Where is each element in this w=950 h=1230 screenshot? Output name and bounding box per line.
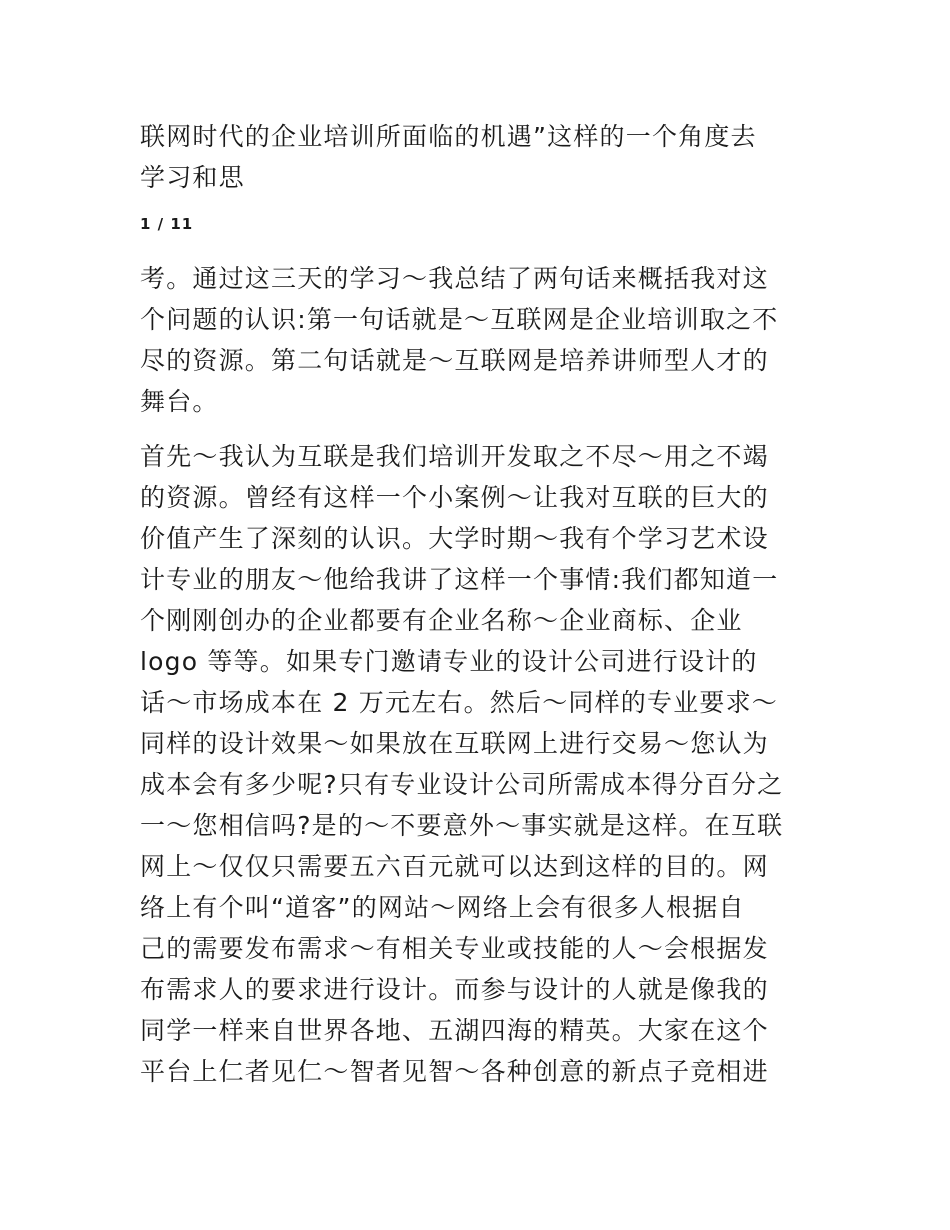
text-line: 成本会有多少呢?只有专业设计公司所需成本得分百分之	[140, 770, 784, 799]
paragraph-gap	[140, 422, 810, 436]
text-line: logo 等等。如果专门邀请专业的设计公司进行设计的	[140, 647, 758, 676]
text-line: 平台上仁者见仁～智者见智～各种创意的新点子竞相进	[140, 1057, 769, 1086]
text-line: 联网时代的企业培训所面临的机遇”这样的一个角度去	[140, 122, 757, 151]
page-number: 1 / 11	[140, 215, 194, 233]
text-line: 己的需要发布需求～有相关专业或技能的人～会根据发	[140, 934, 769, 963]
text-line: 首先～我认为互联是我们培训开发取之不尽～用之不竭	[140, 442, 769, 471]
text-line: 的资源。曾经有这样一个小案例～让我对互联的巨大的	[140, 483, 769, 512]
paragraph-2	[140, 436, 810, 1092]
paragraph-1	[140, 258, 810, 422]
text-line: 络上有个叫“道客”的网站～网络上会有很多人根据自	[140, 893, 745, 922]
text-line: 一～您相信吗?是的～不要意外～事实就是这样。在互联	[140, 811, 784, 840]
text-line: 同学一样来自世界各地、五湖四海的精英。大家在这个	[140, 1016, 769, 1045]
text-line: 尽的资源。第二句话就是～互联网是培养讲师型人才的	[140, 346, 769, 375]
text-line: 学习和思	[140, 163, 245, 192]
text-line: 个问题的认识:第一句话就是～互联网是企业培训取之不	[140, 305, 779, 334]
top-paragraph	[140, 116, 810, 198]
text-line: 计专业的朋友～他给我讲了这样一个事情:我们都知道一	[140, 565, 779, 594]
text-line: 话～市场成本在 2 万元左右。然后～同样的专业要求～	[140, 688, 779, 717]
text-line: 价值产生了深刻的认识。大学时期～我有个学习艺术设	[140, 524, 769, 553]
text-line: 布需求人的要求进行设计。而参与设计的人就是像我的	[140, 975, 769, 1004]
document-page	[140, 116, 810, 1092]
text-line: 考。通过这三天的学习～我总结了两句话来概括我对这	[140, 264, 769, 293]
text-line: 个刚刚创办的企业都要有企业名称～企业商标、企业	[140, 606, 743, 635]
text-line: 同样的设计效果～如果放在互联网上进行交易～您认为	[140, 729, 769, 758]
text-line: 舞台。	[140, 387, 219, 416]
text-line: 网上～仅仅只需要五六百元就可以达到这样的目的。网	[140, 852, 769, 881]
